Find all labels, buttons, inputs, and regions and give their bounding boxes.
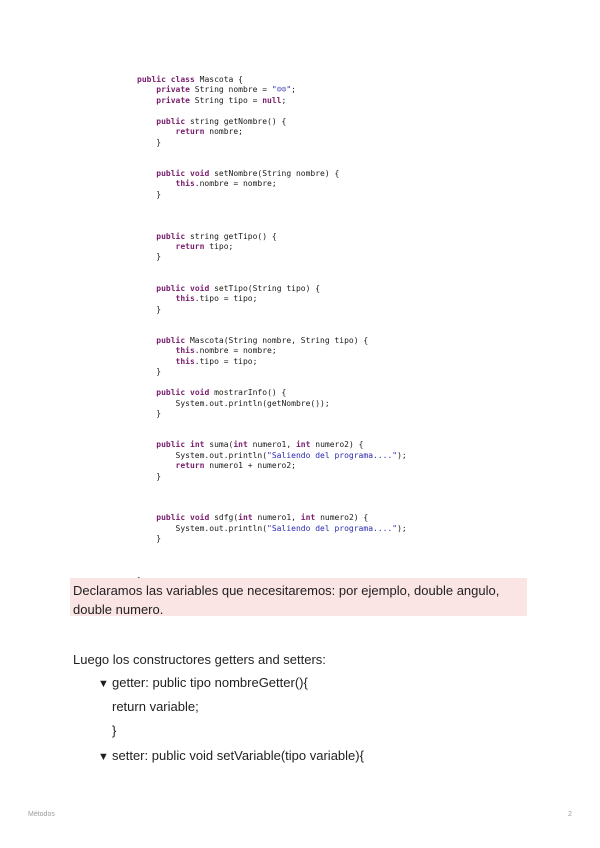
code-line: }: [137, 137, 162, 147]
code-line: [137, 545, 467, 555]
intro-paragraph: Luego los constructores getters and setters:: [73, 652, 326, 667]
code-line: System.out.println("Saliendo del programa....");: [137, 450, 407, 460]
footer-page-number: 2: [568, 811, 572, 818]
code-line: this.nombre = nombre;: [175, 179, 277, 189]
code-line: }: [137, 409, 162, 418]
code-line: }: [137, 471, 162, 481]
code-line: [137, 555, 467, 565]
getter-toggle-item[interactable]: [98, 673, 308, 694]
code-block: [137, 75, 467, 586]
highlight-text: Declaramos las variables que necesitaremos: por ejemplo, double angulo, double numero.: [73, 583, 500, 617]
toggle-triangle-icon[interactable]: ▼: [98, 751, 109, 763]
code-line: public void sdfg(int numero1, int numero2) {: [156, 513, 369, 523]
code-line: }: [137, 189, 162, 199]
footer-title: Métodos: [28, 811, 55, 818]
code-line: public int suma(int numero1, int numero2) {: [156, 440, 364, 450]
setter-toggle-item[interactable]: [98, 746, 364, 767]
code-line: }: [137, 304, 162, 314]
code-line: public string getTipo() {: [156, 231, 277, 241]
code-line: [137, 378, 467, 388]
code-line: System.out.println("Saliendo del programa....");: [137, 523, 407, 533]
code-line: [137, 200, 467, 210]
code-line: [137, 159, 467, 169]
code-line: public void setNombre(String nombre) {: [156, 168, 340, 178]
code-line: [137, 221, 467, 231]
code-line: [137, 430, 467, 440]
code-line: public Mascota(String nombre, String tipo) {: [156, 335, 369, 345]
code-line: [137, 493, 467, 503]
code-line: [137, 106, 467, 116]
code-line: System.out.println(getNombre());: [137, 398, 330, 408]
code-line: this.nombre = nombre;: [175, 346, 277, 356]
code-line: return nombre;: [175, 127, 243, 137]
code-line: [137, 263, 467, 273]
code-line: }: [137, 534, 162, 544]
getter-label: getter: public tipo nombreGetter(){: [112, 675, 308, 690]
getter-close-line: }: [112, 723, 117, 738]
code-line: public void setTipo(String tipo) {: [156, 283, 321, 293]
code-line: private String nombre = "☺☺";: [156, 85, 296, 95]
code-line: [137, 211, 467, 221]
code-line: this.tipo = tipo;: [175, 294, 258, 304]
code-line: private String tipo = null;: [156, 95, 287, 105]
code-line: [137, 482, 467, 492]
code-line: [137, 419, 467, 429]
code-line: [137, 326, 467, 336]
code-line: [137, 503, 467, 513]
setter-label: setter: public void setVariable(tipo variable){: [112, 748, 364, 763]
code-line: [137, 315, 467, 325]
code-line: }: [137, 252, 162, 262]
code-line: return numero1 + numero2;: [175, 461, 296, 471]
code-line: [137, 566, 467, 576]
code-line: public void mostrarInfo() {: [156, 388, 287, 398]
code-line: this.tipo = tipo;: [175, 356, 258, 366]
code-line: }: [137, 367, 162, 377]
code-line: return tipo;: [175, 242, 234, 251]
code-line: [137, 273, 467, 283]
toggle-triangle-icon[interactable]: ▼: [98, 678, 109, 690]
code-line: public class Mascota {: [137, 75, 243, 84]
code-line: public string getNombre() {: [156, 116, 287, 126]
getter-body-line: return variable;: [112, 699, 199, 714]
code-line: [137, 148, 467, 158]
